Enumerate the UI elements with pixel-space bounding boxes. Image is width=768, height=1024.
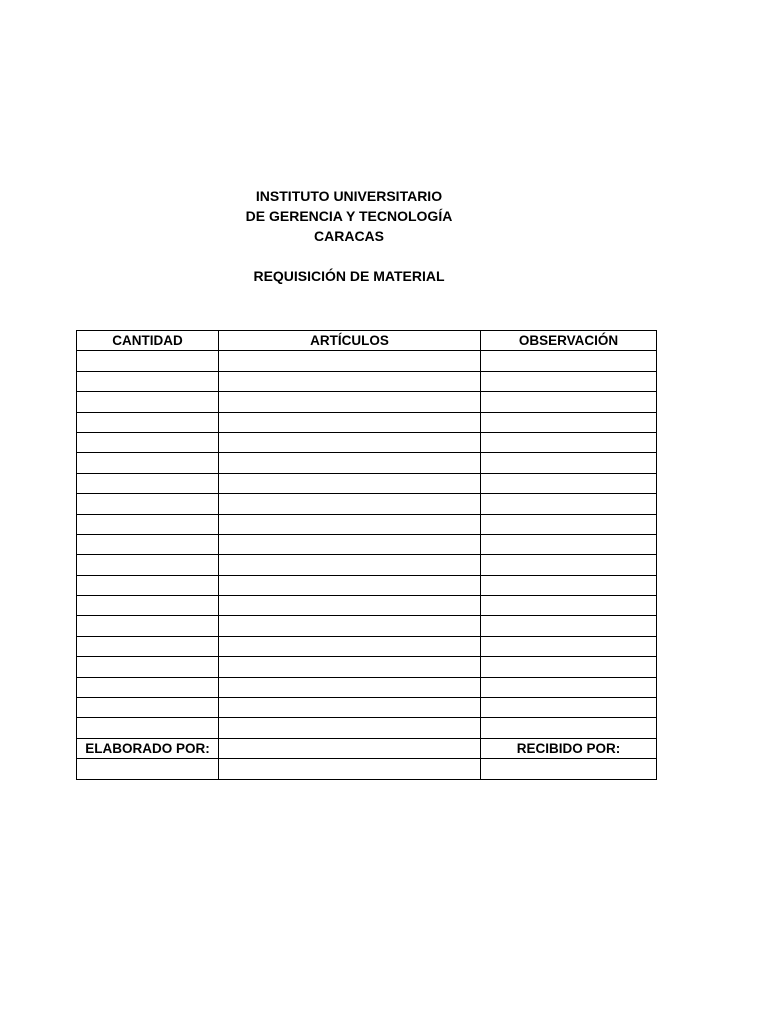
observacion-cell[interactable] [481, 616, 657, 636]
observacion-cell[interactable] [481, 534, 657, 554]
observacion-cell[interactable] [481, 555, 657, 575]
cantidad-cell[interactable] [77, 432, 219, 452]
articulos-cell[interactable] [219, 596, 481, 616]
document-header [200, 186, 498, 286]
table-row [77, 392, 657, 412]
articulos-cell[interactable] [219, 351, 481, 371]
table-row [77, 575, 657, 595]
table-row [77, 371, 657, 391]
cantidad-cell[interactable] [77, 636, 219, 656]
articulos-cell[interactable] [219, 453, 481, 473]
signature-row [77, 759, 657, 779]
cantidad-cell[interactable] [77, 677, 219, 697]
articulos-cell[interactable] [219, 514, 481, 534]
cantidad-cell[interactable] [77, 371, 219, 391]
elaborado-por-label: ELABORADO POR: [77, 738, 219, 758]
cantidad-cell[interactable] [77, 514, 219, 534]
observacion-cell[interactable] [481, 351, 657, 371]
table-row [77, 555, 657, 575]
articulos-cell[interactable] [219, 555, 481, 575]
cantidad-cell[interactable] [77, 698, 219, 718]
institution-city: CARACAS [314, 228, 384, 244]
cantidad-cell[interactable] [77, 473, 219, 493]
articulos-cell[interactable] [219, 473, 481, 493]
articulos-cell[interactable] [219, 636, 481, 656]
table-row [77, 596, 657, 616]
table-row [77, 636, 657, 656]
articulos-cell[interactable] [219, 698, 481, 718]
cantidad-cell[interactable] [77, 392, 219, 412]
cantidad-cell[interactable] [77, 494, 219, 514]
articulos-cell[interactable] [219, 371, 481, 391]
recibido-por-label: RECIBIDO POR: [481, 738, 657, 758]
articulos-cell[interactable] [219, 534, 481, 554]
table-row [77, 616, 657, 636]
cantidad-cell[interactable] [77, 657, 219, 677]
table-header-row [77, 331, 657, 351]
table-row [77, 494, 657, 514]
column-header-articulos: ARTÍCULOS [219, 331, 481, 351]
signature-label-row [77, 738, 657, 758]
cantidad-cell[interactable] [77, 534, 219, 554]
articulos-cell[interactable] [219, 616, 481, 636]
cantidad-cell[interactable] [77, 351, 219, 371]
observacion-cell[interactable] [481, 514, 657, 534]
table-row [77, 453, 657, 473]
cantidad-cell[interactable] [77, 412, 219, 432]
table-row [77, 473, 657, 493]
articulos-cell[interactable] [219, 494, 481, 514]
observacion-cell[interactable] [481, 494, 657, 514]
observacion-cell[interactable] [481, 698, 657, 718]
articulos-cell[interactable] [219, 432, 481, 452]
table-row [77, 698, 657, 718]
observacion-cell[interactable] [481, 412, 657, 432]
observacion-cell[interactable] [481, 596, 657, 616]
column-header-observacion: OBSERVACIÓN [481, 331, 657, 351]
observacion-cell[interactable] [481, 636, 657, 656]
articulos-cell[interactable] [219, 677, 481, 697]
articulos-cell[interactable] [219, 575, 481, 595]
institution-subname: DE GERENCIA Y TECNOLOGÍA [245, 208, 453, 224]
requisition-table [76, 330, 657, 780]
document-title: REQUISICIÓN DE MATERIAL [253, 268, 445, 284]
table-row [77, 534, 657, 554]
observacion-cell[interactable] [481, 392, 657, 412]
column-header-cantidad: CANTIDAD [77, 331, 219, 351]
observacion-cell[interactable] [481, 677, 657, 697]
signature-blank-cell[interactable] [219, 738, 481, 758]
table-row [77, 657, 657, 677]
cantidad-cell[interactable] [77, 453, 219, 473]
table-row [77, 677, 657, 697]
observacion-cell[interactable] [481, 473, 657, 493]
observacion-cell[interactable] [481, 657, 657, 677]
observacion-cell[interactable] [481, 718, 657, 738]
table-row [77, 514, 657, 534]
table-body [77, 351, 657, 738]
observacion-cell[interactable] [481, 453, 657, 473]
table-row [77, 412, 657, 432]
table-row [77, 432, 657, 452]
observacion-cell[interactable] [481, 371, 657, 391]
observacion-cell[interactable] [481, 432, 657, 452]
signature-blank-cell[interactable] [219, 759, 481, 779]
cantidad-cell[interactable] [77, 575, 219, 595]
articulos-cell[interactable] [219, 392, 481, 412]
cantidad-cell[interactable] [77, 596, 219, 616]
institution-name: INSTITUTO UNIVERSITARIO [255, 188, 443, 204]
table-row [77, 718, 657, 738]
articulos-cell[interactable] [219, 657, 481, 677]
observacion-cell[interactable] [481, 575, 657, 595]
elaborado-por-signature-cell[interactable] [77, 759, 219, 779]
table-row [77, 351, 657, 371]
cantidad-cell[interactable] [77, 718, 219, 738]
cantidad-cell[interactable] [77, 555, 219, 575]
articulos-cell[interactable] [219, 718, 481, 738]
recibido-por-signature-cell[interactable] [481, 759, 657, 779]
articulos-cell[interactable] [219, 412, 481, 432]
cantidad-cell[interactable] [77, 616, 219, 636]
